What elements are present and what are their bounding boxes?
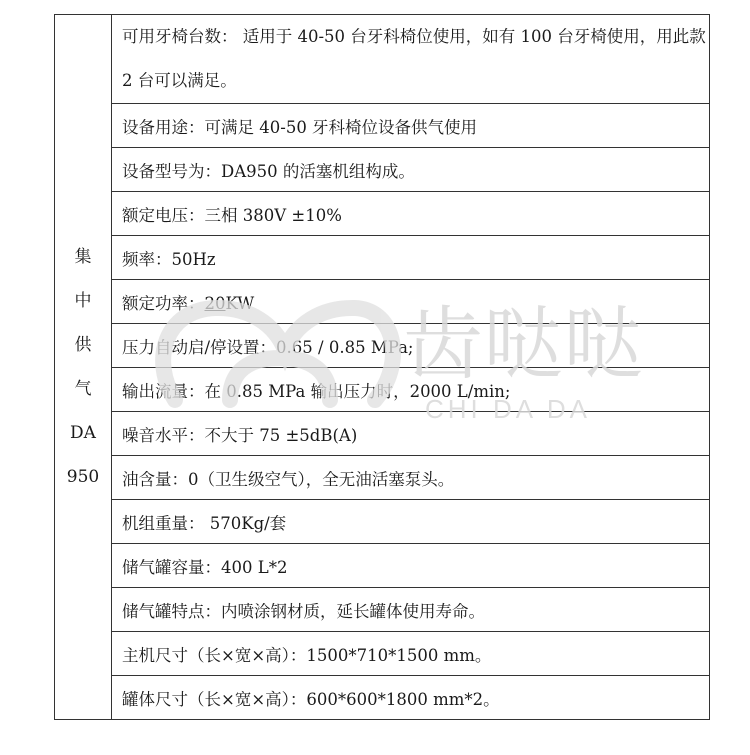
category-label-char: DA <box>70 423 96 443</box>
spec-oil-content: 油含量：0（卫生级空气），全无油活塞泵头。 <box>112 456 710 500</box>
table-row <box>55 544 710 588</box>
spec-power-unit: KW <box>225 293 255 313</box>
category-label-char: 供 <box>74 335 92 355</box>
spec-output-flow: 输出流量：在 0.85 MPa 输出压力时，2000 L/min; <box>112 368 710 412</box>
table-row <box>55 148 710 192</box>
spec-host-dimensions: 主机尺寸（长×宽×高）：1500*710*1500 mm。 <box>112 632 710 676</box>
spec-table <box>54 14 710 720</box>
table-row <box>55 104 710 148</box>
table-row <box>55 236 710 280</box>
spec-power <box>112 280 710 324</box>
spec-voltage: 额定电压：三相 380V ±10% <box>112 192 710 236</box>
table-row <box>55 500 710 544</box>
spec-power-value: 20 <box>204 293 226 313</box>
watermark-cn: 齿哒哒 <box>403 300 643 389</box>
spec-usage: 设备用途：可满足 40-50 牙科椅位设备供气使用 <box>112 104 710 148</box>
category-label-char: 中 <box>74 291 92 311</box>
table-row <box>55 676 710 720</box>
spec-tank-capacity: 储气罐容量：400 L*2 <box>112 544 710 588</box>
category-label-cell <box>55 15 112 720</box>
table-row <box>55 324 710 368</box>
spec-noise-level: 噪音水平：不大于 75 ±5dB(A) <box>112 412 710 456</box>
spec-pressure-setting: 压力自动启/停设置：0.65 / 0.85 MPa; <box>112 324 710 368</box>
watermark-en: CHI DA DA <box>425 394 592 424</box>
spec-chair-count: 可用牙椅台数： 适用于 40-50 台牙科椅位使用，如有 100 台牙椅使用，用此款 2 台可以满足。 <box>112 15 710 104</box>
category-label-char: 气 <box>74 379 92 399</box>
table-row <box>55 412 710 456</box>
spec-power-prefix: 额定功率： <box>122 293 205 313</box>
spec-tank-features: 储气罐特点：内喷涂钢材质，延长罐体使用寿命。 <box>112 588 710 632</box>
spec-model: 设备型号为：DA950 的活塞机组构成。 <box>112 148 710 192</box>
table-row <box>55 632 710 676</box>
table-row <box>55 15 710 104</box>
table-row <box>55 192 710 236</box>
spec-unit-weight: 机组重量： 570Kg/套 <box>112 500 710 544</box>
spec-frequency: 频率：50Hz <box>112 236 710 280</box>
spec-tank-dimensions: 罐体尺寸（长×宽×高）：600*600*1800 mm*2。 <box>112 676 710 720</box>
table-row <box>55 588 710 632</box>
table-row <box>55 280 710 324</box>
table-row <box>55 456 710 500</box>
category-label-char: 集 <box>74 247 92 267</box>
table-row <box>55 368 710 412</box>
category-label-char: 950 <box>66 467 100 487</box>
